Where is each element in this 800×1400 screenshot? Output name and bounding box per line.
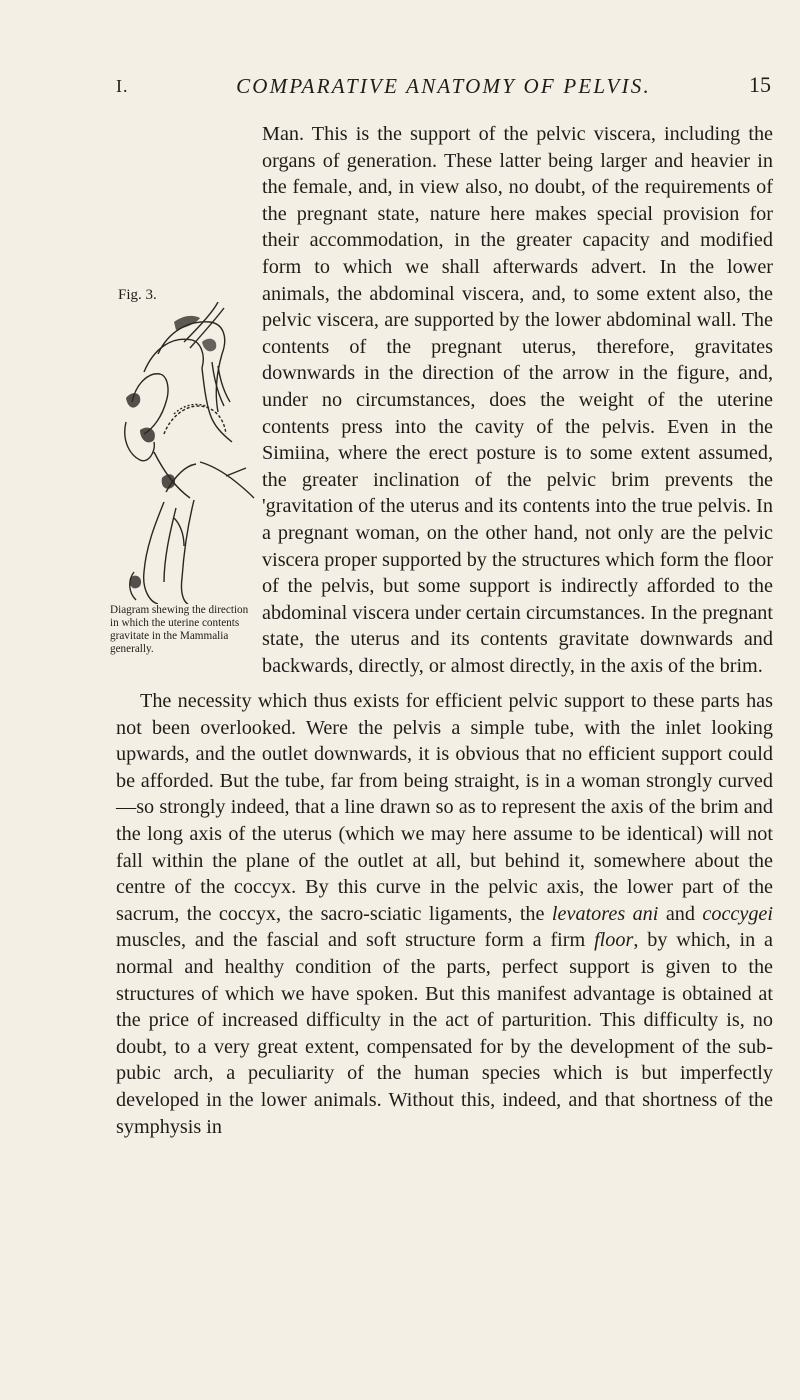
paragraph-1-text: Man. This is the support of the pelvic viscera, including the organs of generation. These latter being larger and heavier in the female, and, in view also, no doubt, of the requirements of the pregnant state, nature here makes special provision for their accommodation, in the greater capacity and modified form to which we shall afterwards advert. In the lower animals, the abdominal viscera, and, to some extent also, the pelvic viscera, are supported by the lower abdominal wall. The contents of the pregnant uterus, therefore, gravitates downwards in the direction of the arrow in the figure, and, under no circumstances, does the weight of the uterine contents press into the cavity of the pelvis. Even in the Simiina, where the erect posture is to some extent assumed, the greater inclination of the pelvic brim prevents the 'gravitation of the uterus and its contents into the true pelvis. In a pregnant woman, on the other hand, not only are the pelvic viscera proper supported by the structures which form the floor of the pelvis, but some support is indirectly afforded to the abdominal viscera under certain circumstances. In the pregnant state, the uterus and its contents gravitate downwards and backwards, directly, or almost directly, in the axis of the brim. <box>262 123 773 677</box>
pelvis-diagram-drawing <box>114 302 256 604</box>
italic-coccygei: coccygei <box>702 902 773 925</box>
page-number: 15 <box>749 72 771 97</box>
running-title: COMPARATIVE ANATOMY OF PELVIS. <box>236 74 651 98</box>
paragraph-1 <box>110 121 773 679</box>
figure-3 <box>110 280 256 660</box>
paragraph-2-part-2: and <box>658 902 703 925</box>
running-head <box>116 72 771 102</box>
italic-levatores-ani: levatores ani <box>551 902 659 925</box>
italic-floor: floor <box>594 929 634 952</box>
figure-caption: Diagram shewing the direction in which the uterine contents gravitate in the Mammalia generally. <box>110 604 249 655</box>
paragraph-2-part-4: , by which, in a normal and healthy condition of the parts, perfect support is given to the structures of which we have spoken. But this manifest advantage is obtained at the price of increased difficulty in the act of parturition. This difficulty is, no doubt, to a very great extent, compensated for by the development of the sub-pubic arch, a peculiarity of the human species which is but imperfectly developed in the lower animals. Without this, indeed, and that shortness of the symphysis in <box>116 929 773 1138</box>
paragraph-2-text <box>116 688 773 1140</box>
section-number: I. <box>116 76 129 96</box>
paragraph-2-part-3: muscles, and the fascial and soft structure form a firm <box>116 929 595 952</box>
figure-label: Fig. 3. <box>118 287 157 303</box>
paragraph-2-part-1: The necessity which thus exists for efficient pelvic support to these parts has not been overlooked. Were the pelvis a simple tube, with the inlet looking upwards, and the outlet downwards, it is obvious that no efficient support could be afforded. But the tube, far from being straight, is in a woman strongly curved—so strongly indeed, that a line drawn so as to represent the axis of the brim and the long axis of the uterus (which we may here assume to be identical) will not fall within the plane of the outlet at all, but behind it, somewhere about the centre of the coccyx. By this curve in the pelvic axis, the lower part of the sacrum, the coccyx, the sacro-sciatic ligaments, the <box>116 690 773 925</box>
paragraph-2 <box>116 688 773 1140</box>
